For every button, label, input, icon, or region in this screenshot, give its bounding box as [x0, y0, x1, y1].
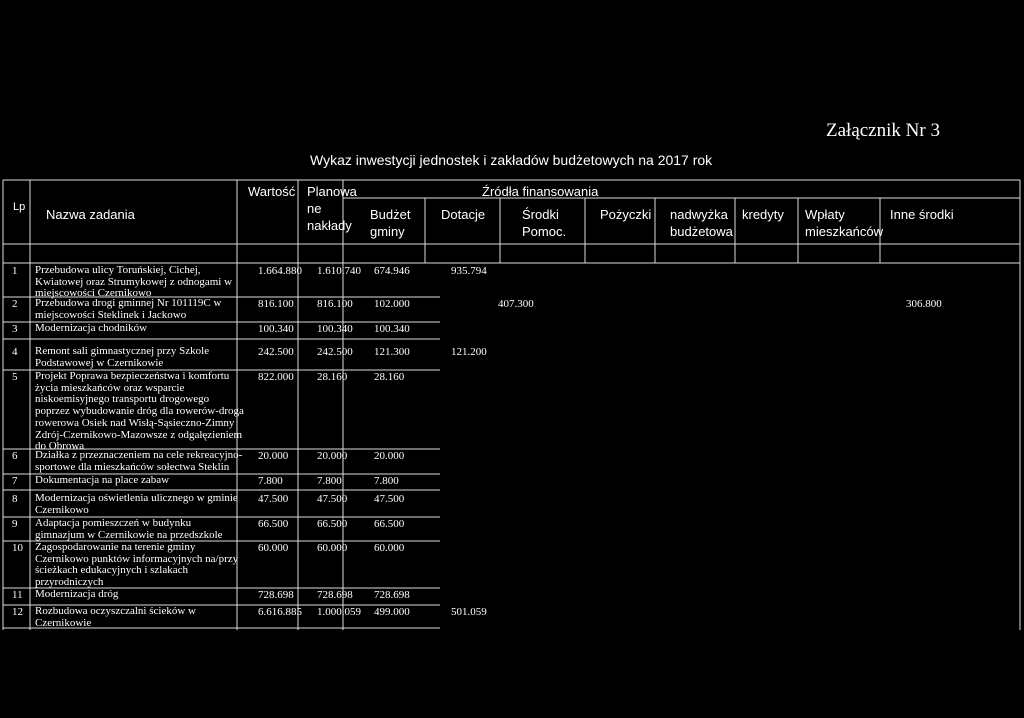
row-planned: 242.500: [317, 346, 353, 358]
header-grants: Dotacje: [441, 207, 486, 222]
row-planned: 728.698: [317, 589, 353, 601]
header-credits: kredyty: [742, 207, 784, 222]
header-name: Nazwa zadania: [46, 207, 135, 222]
row-lp: 12: [12, 606, 23, 618]
row-name: Remont sali gimnastycznej przy Szkole Podstawowej w Czernikowie: [35, 345, 210, 369]
row-planned: 100.340: [317, 323, 353, 335]
row-lp: 2: [12, 298, 18, 310]
row-budget: 674.946: [374, 265, 410, 277]
row-value: 1.664.880: [258, 265, 302, 277]
row-planned: 47.500: [317, 493, 348, 505]
row-planned: 66.500: [317, 518, 348, 530]
row-lp: 10: [12, 542, 23, 554]
header-loans: Pożyczki: [600, 207, 652, 222]
annex-title: Załącznik Nr 3: [826, 120, 940, 141]
header-value: Wartość: [248, 184, 296, 199]
row-value: 728.698: [258, 589, 294, 601]
row-planned: 1.610.740: [317, 265, 361, 277]
row-grants: 121.200: [451, 346, 487, 358]
row-budget: 28.160: [374, 371, 405, 383]
row-value: 7.800: [258, 475, 283, 487]
row-lp: 6: [12, 450, 18, 462]
row-value: 816.100: [258, 298, 294, 310]
row-budget: 60.000: [374, 542, 405, 554]
row-planned: 1.000.059: [317, 606, 361, 618]
row-name: Przebudowa ulicy Toruńskiej, Cichej, Kwiatowej oraz Strumykowej z odnogami w miejscowości Czernikowo: [35, 264, 233, 300]
row-value: 242.500: [258, 346, 294, 358]
row-other: 306.800: [906, 298, 942, 310]
row-budget: 66.500: [374, 518, 405, 530]
header-other: Inne środki: [890, 207, 954, 222]
row-lp: 8: [12, 493, 18, 505]
row-name: Modernizacja chodników: [35, 322, 148, 334]
header-sources: Źródła finansowania: [482, 184, 599, 199]
row-name: Modernizacja oświetlenia ulicznego w gminie Czernikowo: [35, 492, 238, 516]
row-budget: 47.500: [374, 493, 405, 505]
row-budget: 499.000: [374, 606, 410, 618]
row-name: Modernizacja dróg: [35, 588, 119, 600]
row-budget: 100.340: [374, 323, 410, 335]
row-name: Adaptacja pomieszczeń w budynku gimnazjum w Czernikowie na przedszkole: [35, 517, 223, 541]
row-grants: 501.059: [451, 606, 487, 618]
row-value: 822.000: [258, 371, 294, 383]
row-planned: 7.800: [317, 475, 342, 487]
row-planned: 28.160: [317, 371, 348, 383]
row-grants: 935.794: [451, 265, 487, 277]
row-planned: 816.100: [317, 298, 353, 310]
row-value: 20.000: [258, 450, 289, 462]
row-name: Dokumentacja na place zabaw: [35, 474, 170, 486]
header-budget: Budżet gminy: [370, 207, 411, 239]
row-lp: 4: [12, 346, 18, 358]
row-name: Projekt Poprawa bezpieczeństwa i komfortu życia mieszkańców oraz wsparcie niskoemisyjnego transportu drogowego poprzez wybudowanie dróg dla rowerów-droga rowerowa Osiek nad Wisłą-Sąsieczno-Zimny Zdrój-Czernikowo-Mazowsze z odgałęzieniem do Obrowa: [35, 370, 244, 453]
header-aid: Środki Pomoc.: [522, 207, 567, 239]
row-lp: 9: [12, 518, 18, 530]
row-name: Zagospodarowanie na terenie gminy Czernikowo punktów informacyjnych na/przy ścieżkach edukacyjnych i szlakach przyrodniczych: [35, 541, 239, 589]
row-value: 6.616.885: [258, 606, 302, 618]
row-budget: 102.000: [374, 298, 410, 310]
page-title: Wykaz inwestycji jednostek i zakładów budżetowych na 2017 rok: [310, 152, 713, 168]
row-planned: 20.000: [317, 450, 348, 462]
row-value: 66.500: [258, 518, 289, 530]
row-aid: 407.300: [498, 298, 534, 310]
header-planned: Planowa ne nakłady: [307, 184, 357, 233]
row-lp: 5: [12, 371, 18, 383]
header-lp: Lp: [13, 201, 26, 213]
row-lp: 7: [12, 475, 18, 487]
row-value: 47.500: [258, 493, 289, 505]
row-planned: 60.000: [317, 542, 348, 554]
row-name: Przebudowa drogi gminnej Nr 101119C w miejscowości Steklinek i Jackowo: [35, 297, 222, 321]
row-lp: 11: [12, 589, 23, 601]
header-residents: Wpłaty mieszkańców: [805, 207, 884, 239]
row-name: Rozbudowa oczyszczalni ścieków w Czernikowie: [35, 605, 196, 629]
header-surplus: nadwyżka budżetowa: [670, 207, 733, 239]
row-value: 100.340: [258, 323, 294, 335]
row-budget: 728.698: [374, 589, 410, 601]
row-value: 60.000: [258, 542, 289, 554]
row-lp: 3: [12, 323, 18, 335]
row-lp: 1: [12, 265, 18, 277]
row-budget: 7.800: [374, 475, 399, 487]
row-name: Działka z przeznaczeniem na cele rekreacyjno- sportowe dla mieszkańców sołectwa Steklin: [35, 449, 243, 473]
row-budget: 121.300: [374, 346, 410, 358]
row-budget: 20.000: [374, 450, 405, 462]
